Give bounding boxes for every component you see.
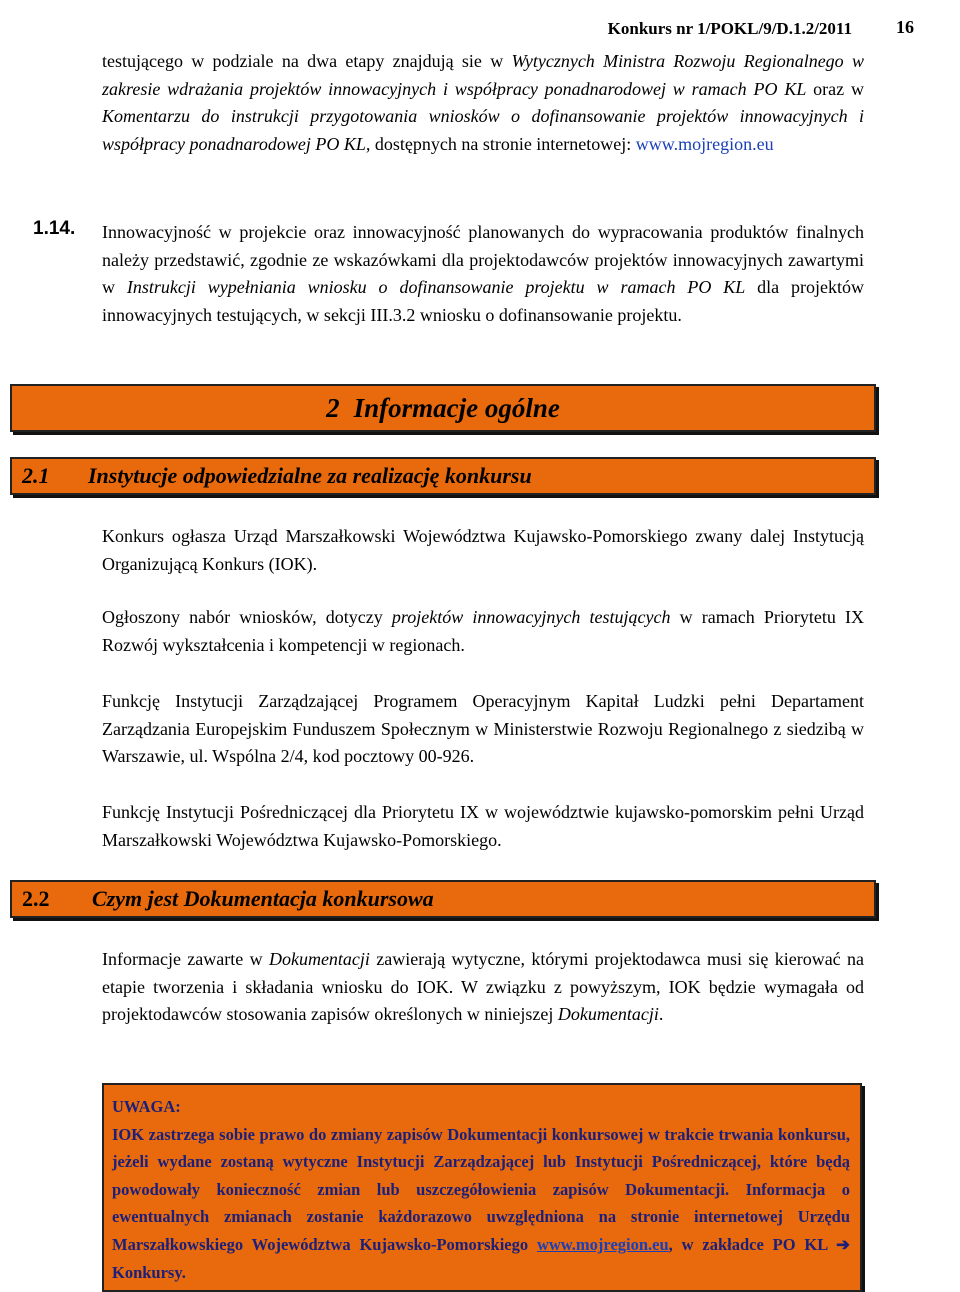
mojregion-link[interactable]: www.mojregion.eu bbox=[635, 133, 774, 154]
warning-note-box bbox=[102, 1083, 862, 1292]
section-heading-2-2 bbox=[10, 880, 876, 918]
document-reference: Konkurs nr 1/POKL/9/D.1.2/2011 bbox=[607, 19, 852, 38]
paragraph-iok: Konkurs ogłasza Urząd Marszałkowski Województwa Kujawsko-Pomorskiego zwany dalej Instytucją Organizującą Konkurs (IOK). bbox=[102, 526, 864, 574]
paragraph-dokumentacja: Informacje zawarte w Dokumentacji zawierają wytyczne, którymi projektodawca musi się kierować na etapie tworzenia i składania wniosku do IOK. W związku z powyższym, IOK będzie wymagała od projektodawców stosowania zapisów określonych w niniejszej Dokumentacji. bbox=[102, 949, 865, 1025]
chapter-heading bbox=[10, 384, 876, 432]
chapter-title: Informacje ogólne bbox=[353, 392, 560, 423]
note-body: IOK zastrzega sobie prawo do zmiany zapisów Dokumentacji konkursowej w trakcie trwania konkursu, jeżeli wydane zostaną wytyczne Instytucji Zarządzającej lub Instytucji Pośredniczącej, które będą powodowały konieczność zmian lub uszczegółowienia zapisów Dokumentacji. Informacja o ewentualnych zmianach zostanie każdorazowo uwzględniona na stronie internetowej Urzędu Marszałkowskiego Województwa Kujawsko-Pomorskiego www.mojregion.eu, w zakładce PO KL ➔ Konkursy. bbox=[112, 1124, 850, 1282]
paragraph-ip: Funkcję Instytucji Pośredniczącej dla Priorytetu IX w województwie kujawsko-pomorskim pełni Urząd Marszałkowski Województwa Kujawsko-Pomorskiego. bbox=[102, 802, 864, 850]
paragraph-nabor: Ogłoszony nabór wniosków, dotyczy projektów innowacyjnych testujących w ramach Priorytetu IX Rozwój wykształcenia i kompetencji w regionach. bbox=[102, 607, 864, 655]
page-number: 16 bbox=[896, 17, 914, 37]
intro-paragraph: testującego w podziale na dwa etapy znajdują sie w Wytycznych Ministra Rozwoju Regionalnego w zakresie wdrażania projektów innowacyjnych i współpracy ponadnarodowej w ramach PO KL oraz w Komentarzu do instrukcji przygotowania wniosków o dofinansowanie projektów innowacyjnych i współpracy ponadnarodowej PO KL, dostępnych na stronie internetowej: www.mojregion.eu bbox=[102, 51, 864, 154]
paragraph-iz: Funkcję Instytucji Zarządzającej Programem Operacyjnym Kapitał Ludzki pełni Departament Zarządzania Europejskim Funduszem Społecznym w Ministerstwie Rozwoju Regionalnego z siedzibą w Warszawie, ul. Wspólna 2/4, kod pocztowy 00-926. bbox=[102, 691, 864, 767]
section-number: 2.2 bbox=[22, 886, 50, 911]
arrow-icon: ➔ bbox=[836, 1234, 850, 1254]
section-number-1-14: 1.14. bbox=[33, 218, 76, 239]
section-title: Czym jest Dokumentacja konkursowa bbox=[92, 886, 434, 911]
section-number: 2.1 bbox=[22, 463, 50, 488]
section-heading-2-1 bbox=[10, 457, 876, 495]
note-heading: UWAGA: bbox=[112, 1097, 181, 1116]
section-title: Instytucje odpowiedzialne za realizację konkursu bbox=[88, 463, 532, 488]
section-1-14-paragraph: Innowacyjność w projekcie oraz innowacyjność planowanych do wypracowania produktów finalnych należy przedstawić, zgodnie ze wskazówkami dla projektodawców projektów innowacyjnych zawartymi w Instrukcji wypełniania wniosku o dofinansowanie projektu w ramach PO KL dla projektów innowacyjnych testujących, w sekcji III.3.2 wniosku o dofinansowanie projektu. bbox=[102, 222, 865, 325]
note-link[interactable]: www.mojregion.eu bbox=[536, 1234, 669, 1254]
chapter-number: 2 bbox=[326, 392, 340, 423]
